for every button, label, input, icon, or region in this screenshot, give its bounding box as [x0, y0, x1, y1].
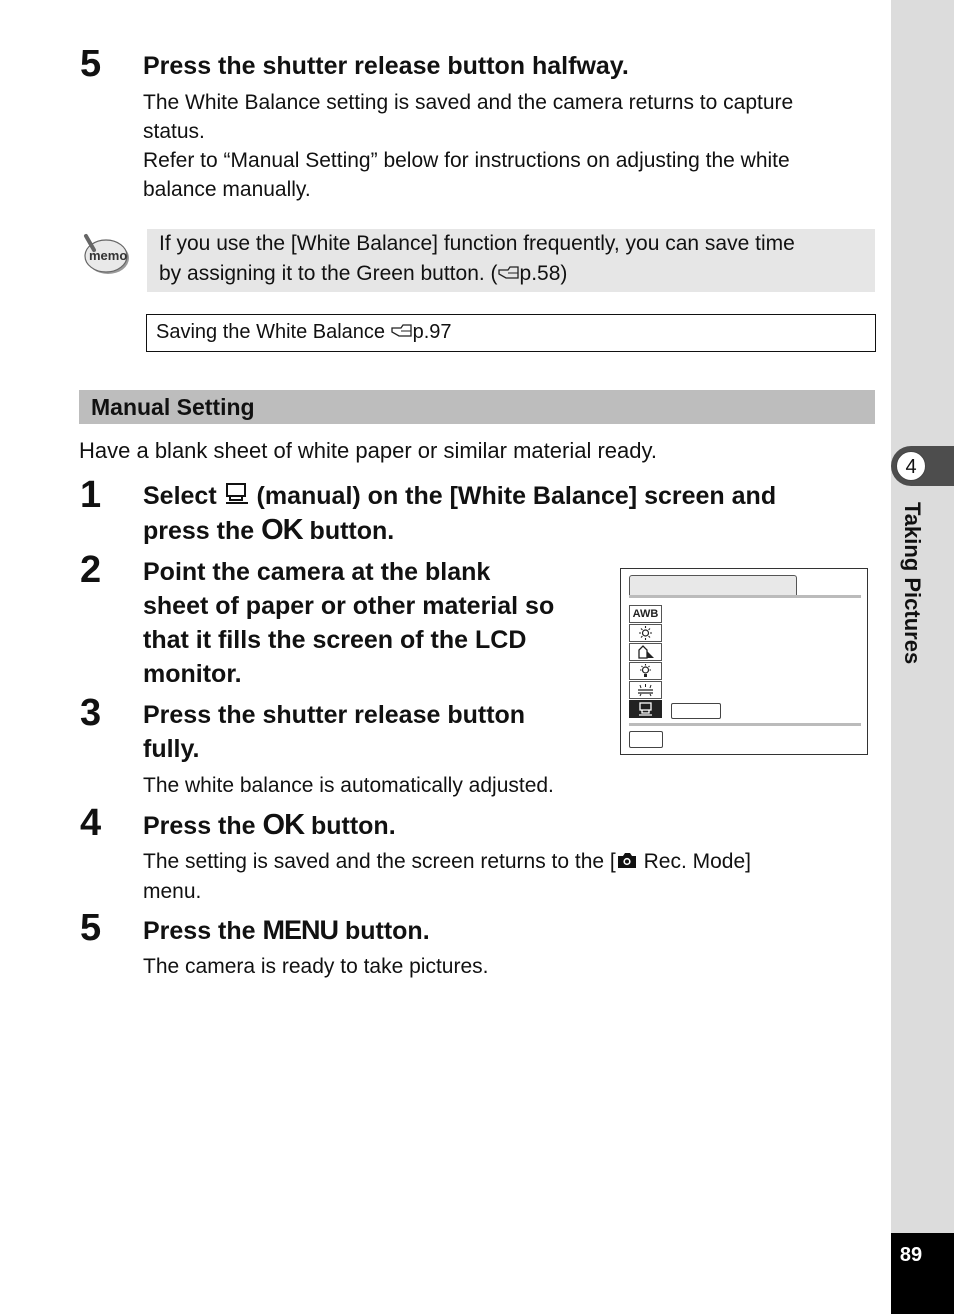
- step-number: 5: [80, 43, 102, 85]
- manual-wb-icon: [224, 480, 250, 514]
- memo-icon: memo: [80, 232, 132, 278]
- menu-button-glyph: MENU: [262, 915, 339, 945]
- menu-tab: [629, 575, 797, 596]
- step-heading: Press the OK button.: [143, 809, 396, 841]
- step-number: 2: [80, 549, 102, 591]
- step-description: The White Balance setting is saved and the camera returns to capture status. Refer to “Manual Setting” below for instructions on adjusting the white balance manually.: [143, 91, 794, 201]
- step-heading: Point the camera at the blank sheet of paper or other material so that it fills the screen of the LCD monitor.: [143, 558, 555, 688]
- page-number: 89: [899, 1244, 923, 1266]
- ok-button-glyph: OK: [261, 514, 303, 546]
- menu-divider: [629, 595, 861, 598]
- step-heading: Press the shutter release button halfway.: [143, 52, 629, 80]
- ok-button-glyph: OK: [262, 809, 305, 841]
- step-number: 5: [80, 907, 102, 949]
- memo-text: If you use the [White Balance] function frequently, you can save time by assigning it to the Green button. ( p.58): [159, 229, 795, 289]
- menu-key-outline: [629, 731, 663, 748]
- step-heading-line2: press the OK button.: [143, 514, 395, 546]
- adjust-button-outline: [671, 703, 721, 719]
- page-reference-icon: [391, 318, 413, 347]
- manual-option-selected: [629, 700, 662, 718]
- step-number: 3: [80, 692, 102, 734]
- step-heading: Select (manual) on the [White Balance] screen and: [143, 479, 776, 514]
- step-description: The setting is saved and the screen returns to the [ Rec. Mode] menu.: [143, 847, 751, 906]
- shade-icon: [629, 643, 662, 661]
- step-number: 4: [80, 802, 102, 844]
- fluorescent-icon: [629, 681, 662, 699]
- chapter-title: Taking Pictures: [900, 502, 925, 665]
- page-link[interactable]: p.97: [412, 321, 452, 343]
- step-description: The camera is ready to take pictures.: [143, 955, 489, 978]
- camera-icon: [616, 848, 638, 877]
- step-heading: Press the MENU button.: [143, 915, 430, 945]
- chapter-number: 4: [896, 451, 926, 481]
- step-description: The white balance is automatically adjusted.: [143, 774, 554, 797]
- step-number: 1: [80, 474, 102, 516]
- awb-option: AWB: [629, 605, 662, 623]
- page-link[interactable]: p.58: [519, 262, 561, 285]
- reference-text: Saving the White Balance p.97: [156, 318, 452, 347]
- section-intro: Have a blank sheet of white paper or similar material ready.: [79, 438, 657, 463]
- section-title: Manual Setting: [91, 394, 255, 420]
- bottom-divider: [629, 723, 861, 726]
- step-heading: Press the shutter release button fully.: [143, 701, 526, 763]
- lcd-screen-illustration: [620, 568, 868, 755]
- tungsten-icon: [629, 662, 662, 680]
- daylight-icon: [629, 624, 662, 642]
- page-reference-icon: [498, 259, 520, 289]
